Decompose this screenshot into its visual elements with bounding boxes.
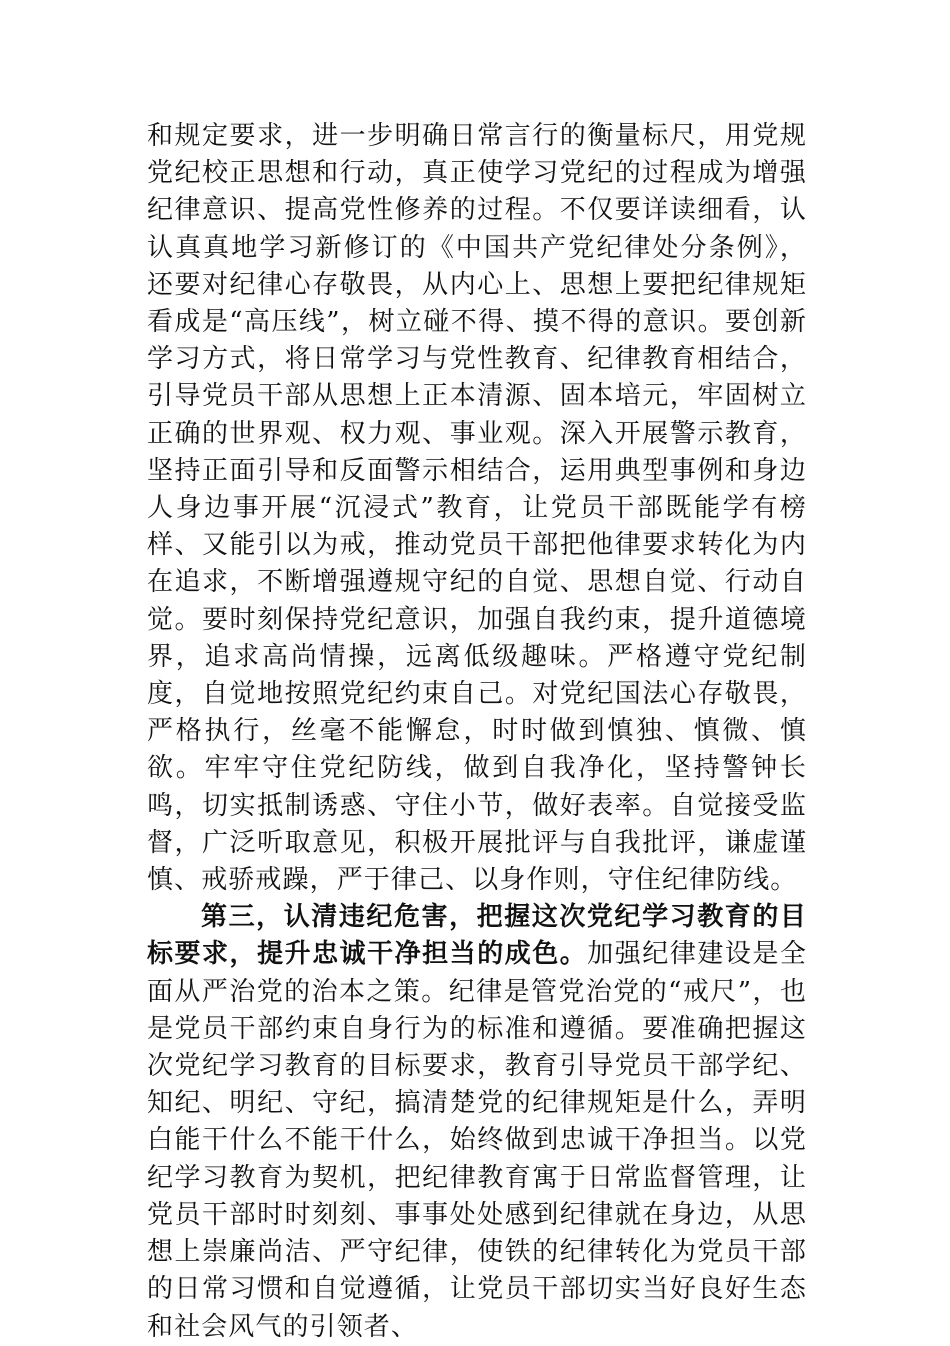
paragraph-text: 加强纪律建设是全面从严治党的治本之策。纪律是管党治党的“戒尺”，也是党员干部约束自身行为的标准和遵循。要准确把握这次党纪学习教育的目标要求，教育引导党员干部学纪、知纪、明纪、守纪，搞清楚党的纪律规矩是什么，弄明白能干什么不能干什么，始终做到忠诚干净担当。以党纪学习教育为契机，把纪律教育寓于日常监督管理，让党员干部时时刻刻、事事处处感到纪律就在身边，从思想上崇廉尚洁、严守纪律，使铁的纪律转化为党员干部的日常习惯和自觉遵循，让党员干部切实当好良好生态和社会风气的引领者、 xyxy=(147,939,807,1342)
paragraph-section-three xyxy=(147,899,807,1345)
section-heading-lead: 第三，认清违纪危害，把握这次党纪学习教育的目标要求，提升忠诚干净担当的成色。 xyxy=(147,902,807,970)
paragraph-text: 和规定要求，进一步明确日常言行的衡量标尺，用党规党纪校正思想和行动，真正使学习党纪的过程成为增强纪律意识、提高党性修养的过程。不仅要详读细看，认认真真地学习新修订的《中国共产党纪律处分条例》，还要对纪律心存敬畏，从内心上、思想上要把纪律规矩看成是“高压线”，树立碰不得、摸不得的意识。要创新学习方式，将日常学习与党性教育、纪律教育相结合，引导党员干部从思想上正本清源、固本培元，牢固树立正确的世界观、权力观、事业观。深入开展警示教育，坚持正面引导和反面警示相结合，运用典型事例和身边人身边事开展“沉浸式”教育，让党员干部既能学有榜样、又能引以为戒，推动党员干部把他律要求转化为内在追求，不断增强遵规守纪的自觉、思想自觉、行动自觉。要时刻保持党纪意识，加强自我约束，提升道德境界，追求高尚情操，远离低级趣味。严格遵守党纪制度，自觉地按照党纪约束自己。对党纪国法心存敬畏，严格执行，丝毫不能懈怠，时时做到慎独、慎微、慎欲。牢牢守住党纪防线，做到自我净化，坚持警钟长鸣，切实抵制诱惑、守住小节，做好表率。自觉接受监督，广泛听取意见，积极开展批评与自我批评，谦虚谨慎、戒骄戒躁，严于律己、以身作则，守住纪律防线。 xyxy=(147,121,807,896)
document-body xyxy=(147,118,807,1346)
paragraph-continuation xyxy=(147,118,807,899)
